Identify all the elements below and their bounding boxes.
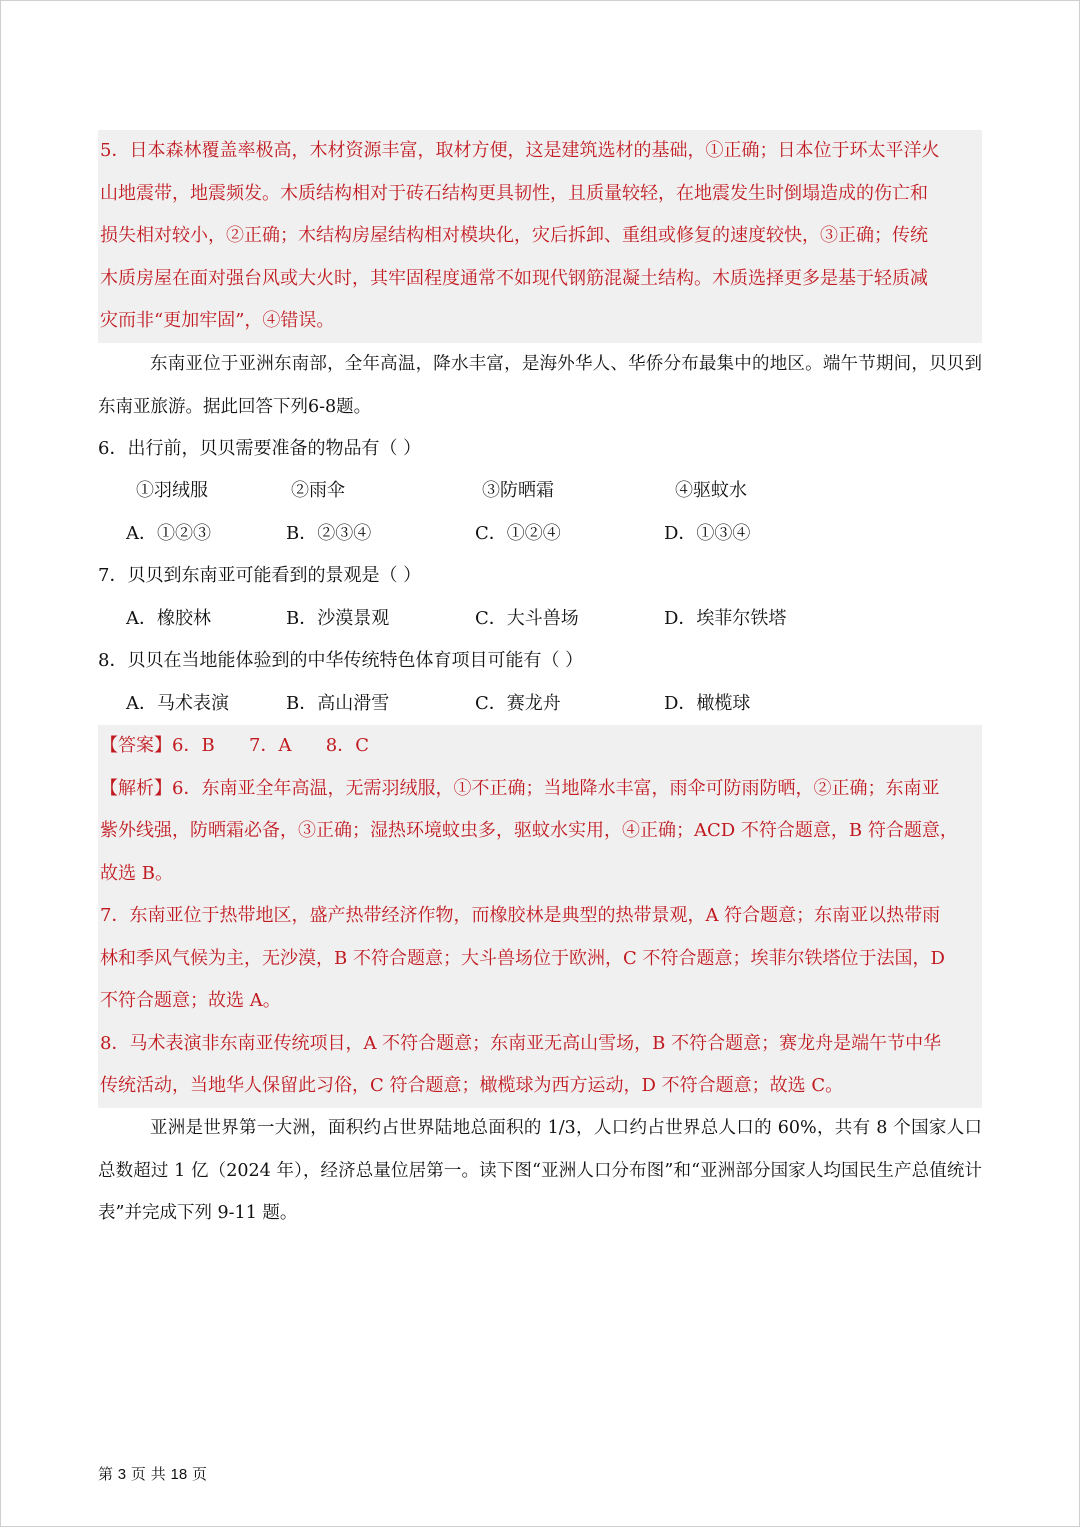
option-a[interactable]: A．橡胶林 xyxy=(126,608,211,629)
analysis-block-q5 xyxy=(98,130,982,343)
option-a[interactable]: A．①②③ xyxy=(126,523,211,544)
analysis-line: 紫外线强，防晒霜必备，③正确；湿热环境蚊虫多，驱蚊水实用，④正确；ACD 不符合题意，B 符合题意， xyxy=(100,820,958,841)
question-7-stem: 7．贝贝到东南亚可能看到的景观是（ ） xyxy=(98,565,422,586)
question-8-stem: 8．贝贝在当地能体验到的中华传统特色体育项目可能有（ ） xyxy=(98,650,584,671)
answer-line: 【答案】6．B 7．A 8．C xyxy=(100,735,370,756)
option-c[interactable]: C．大斗兽场 xyxy=(475,608,579,629)
option-b[interactable]: B．沙漠景观 xyxy=(286,608,390,629)
answer-analysis-block-6-8 xyxy=(98,725,982,1108)
option-a[interactable]: A．马术表演 xyxy=(126,693,229,714)
analysis-line: 故选 B。 xyxy=(100,862,173,884)
analysis-line: 不符合题意；故选 A。 xyxy=(100,990,281,1011)
page-footer xyxy=(98,1462,207,1487)
analysis-line: 损失相对较小，②正确；木结构房屋结构相对模块化，灾后拆卸、重组或修复的速度较快，③正确；传统 xyxy=(100,225,928,246)
option-b[interactable]: B．高山滑雪 xyxy=(286,693,390,714)
footer-post: 页 xyxy=(191,1465,207,1483)
footer-pre: 第 xyxy=(98,1465,114,1483)
question-8-options xyxy=(126,683,926,725)
analysis-line: 灾而非“更加牢固”，④错误。 xyxy=(100,310,335,331)
item-3: ③防晒霜 xyxy=(482,480,554,501)
question-6-options xyxy=(126,513,926,555)
footer-mid: 页 共 xyxy=(130,1465,166,1483)
page-number: 3 xyxy=(117,1466,127,1483)
intro-paragraph-6-8: 东南亚位于亚洲东南部，全年高温，降水丰富，是海外华人、华侨分布最集中的地区。端午节期间，贝贝到东南亚旅游。据此回答下列6-8题。 xyxy=(98,354,982,417)
option-d[interactable]: D．橄榄球 xyxy=(664,693,751,714)
analysis-line: 传统活动，当地华人保留此习俗，C 符合题意；橄榄球为西方运动，D 不符合题意；故选 C。 xyxy=(100,1075,844,1096)
analysis-line: 8．马术表演非东南亚传统项目，A 不符合题意；东南亚无高山雪场，B 不符合题意；赛龙舟是端午节中华 xyxy=(100,1032,942,1054)
analysis-line: 7．东南亚位于热带地区，盛产热带经济作物，而橡胶林是典型的热带景观，A 符合题意；东南亚以热带雨 xyxy=(100,905,941,926)
analysis-line: 5．日本森林覆盖率极高，木材资源丰富，取材方便，这是建筑选材的基础，①正确；日本位于环太平洋火 xyxy=(100,140,940,161)
option-c[interactable]: C．赛龙舟 xyxy=(475,693,561,714)
option-d[interactable]: D．埃菲尔铁塔 xyxy=(664,608,787,629)
analysis-line: 木质房屋在面对强台风或大火时，其牢固程度通常不如现代钢筋混凝土结构。木质选择更多是基于轻质减 xyxy=(100,267,928,289)
item-1: ①羽绒服 xyxy=(136,480,208,501)
analysis-line: 林和季风气候为主，无沙漠，B 不符合题意；大斗兽场位于欧洲，C 不符合题意；埃菲尔铁塔位于法国，D xyxy=(100,947,945,969)
analysis-line: 【解析】6．东南亚全年高温，无需羽绒服，①不正确；当地降水丰富，雨伞可防雨防晒，②正确；东南亚 xyxy=(100,777,940,799)
total-pages: 18 xyxy=(170,1466,188,1483)
item-2: ②雨伞 xyxy=(291,480,345,501)
analysis-line: 山地震带，地震频发。木质结构相对于砖石结构更具韧性，且质量较轻，在地震发生时倒塌造成的伤亡和 xyxy=(100,182,928,204)
intro-paragraph-9-11: 亚洲是世界第一大洲，面积约占世界陆地总面积的 1/3，人口约占世界总人口的 60%，共有 8 个国家人口总数超过 1 亿（2024 年），经济总量位居第一。读下图“亚洲人口分布图”和“亚洲部分国家人均国民生产总值统计表”并完成下列 9-11 题。 xyxy=(98,1118,982,1223)
item-4: ④驱蚊水 xyxy=(675,480,747,501)
question-6-items xyxy=(136,470,936,512)
question-6-stem: 6．出行前，贝贝需要准备的物品有（ ） xyxy=(98,438,422,459)
option-d[interactable]: D．①③④ xyxy=(664,523,751,544)
option-c[interactable]: C．①②④ xyxy=(475,523,561,544)
question-7-options xyxy=(126,598,926,640)
option-b[interactable]: B．②③④ xyxy=(286,523,372,544)
